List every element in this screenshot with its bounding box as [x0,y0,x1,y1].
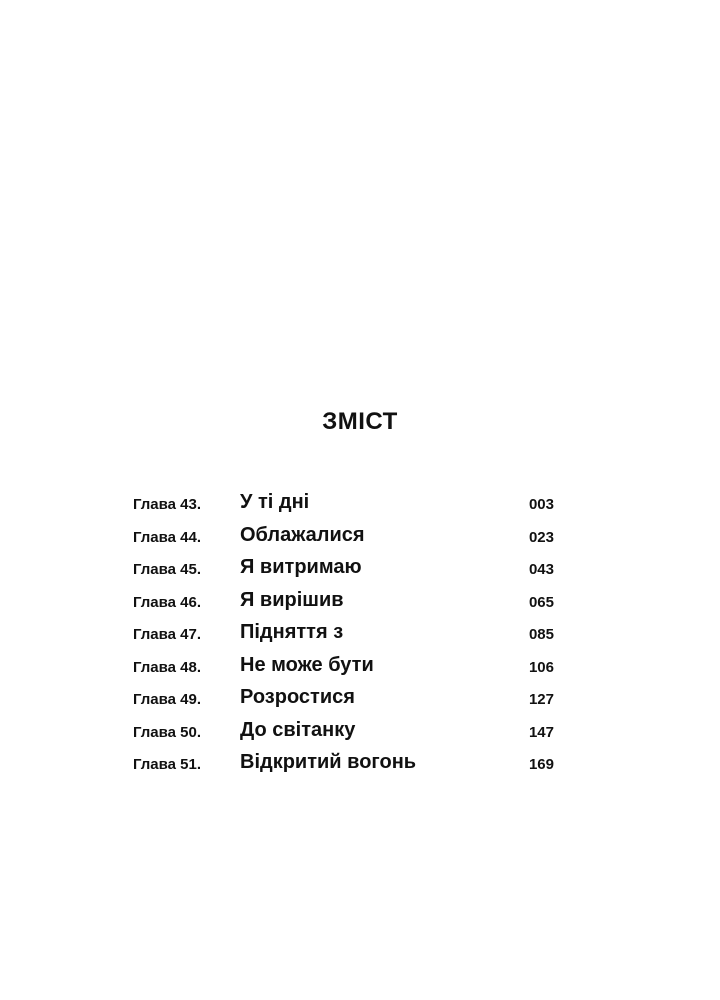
page-number: 043 [528,561,554,578]
page-number: 065 [528,593,554,611]
page-number: 127 [528,691,554,708]
chapter-title: У ті дні [240,491,310,513]
toc-entry [0,683,720,716]
page-number: 169 [528,756,554,773]
chapter-number: Глава 47. [133,626,202,643]
toc-entry [0,521,720,554]
chapter-title: Підняття з [240,621,344,643]
toc-entry [0,586,720,619]
chapter-title: Не може бути [240,653,374,676]
page-title: ЗМІСТ [322,408,398,436]
toc-entry [0,716,720,749]
chapter-number: Глава 50. [133,723,202,741]
page-number: 085 [528,626,554,643]
toc-entry [0,651,720,684]
chapter-number: Глава 49. [133,691,202,708]
chapter-number: Глава 51. [133,756,202,773]
toc-entry [0,488,720,521]
chapter-title: Облажалися [240,523,365,546]
page-number: 003 [528,496,554,513]
chapter-number: Глава 44. [133,528,202,546]
chapter-number: Глава 45. [133,561,202,578]
chapter-title: Я витримаю [240,556,362,578]
chapter-title: Відкритий вогонь [240,751,417,773]
chapter-number: Глава 48. [133,658,202,676]
chapter-title: До світанку [240,718,356,741]
page-number: 023 [528,528,554,546]
page-number: 106 [528,658,554,676]
toc-entry [0,748,720,781]
toc-entry [0,618,720,651]
toc-entry [0,553,720,586]
chapter-number: Глава 43. [133,496,202,513]
chapter-title: Розростися [240,686,355,708]
page-number: 147 [528,723,554,741]
chapter-number: Глава 46. [133,593,202,611]
chapter-title: Я вирішив [240,588,344,611]
table-of-contents [0,488,720,781]
